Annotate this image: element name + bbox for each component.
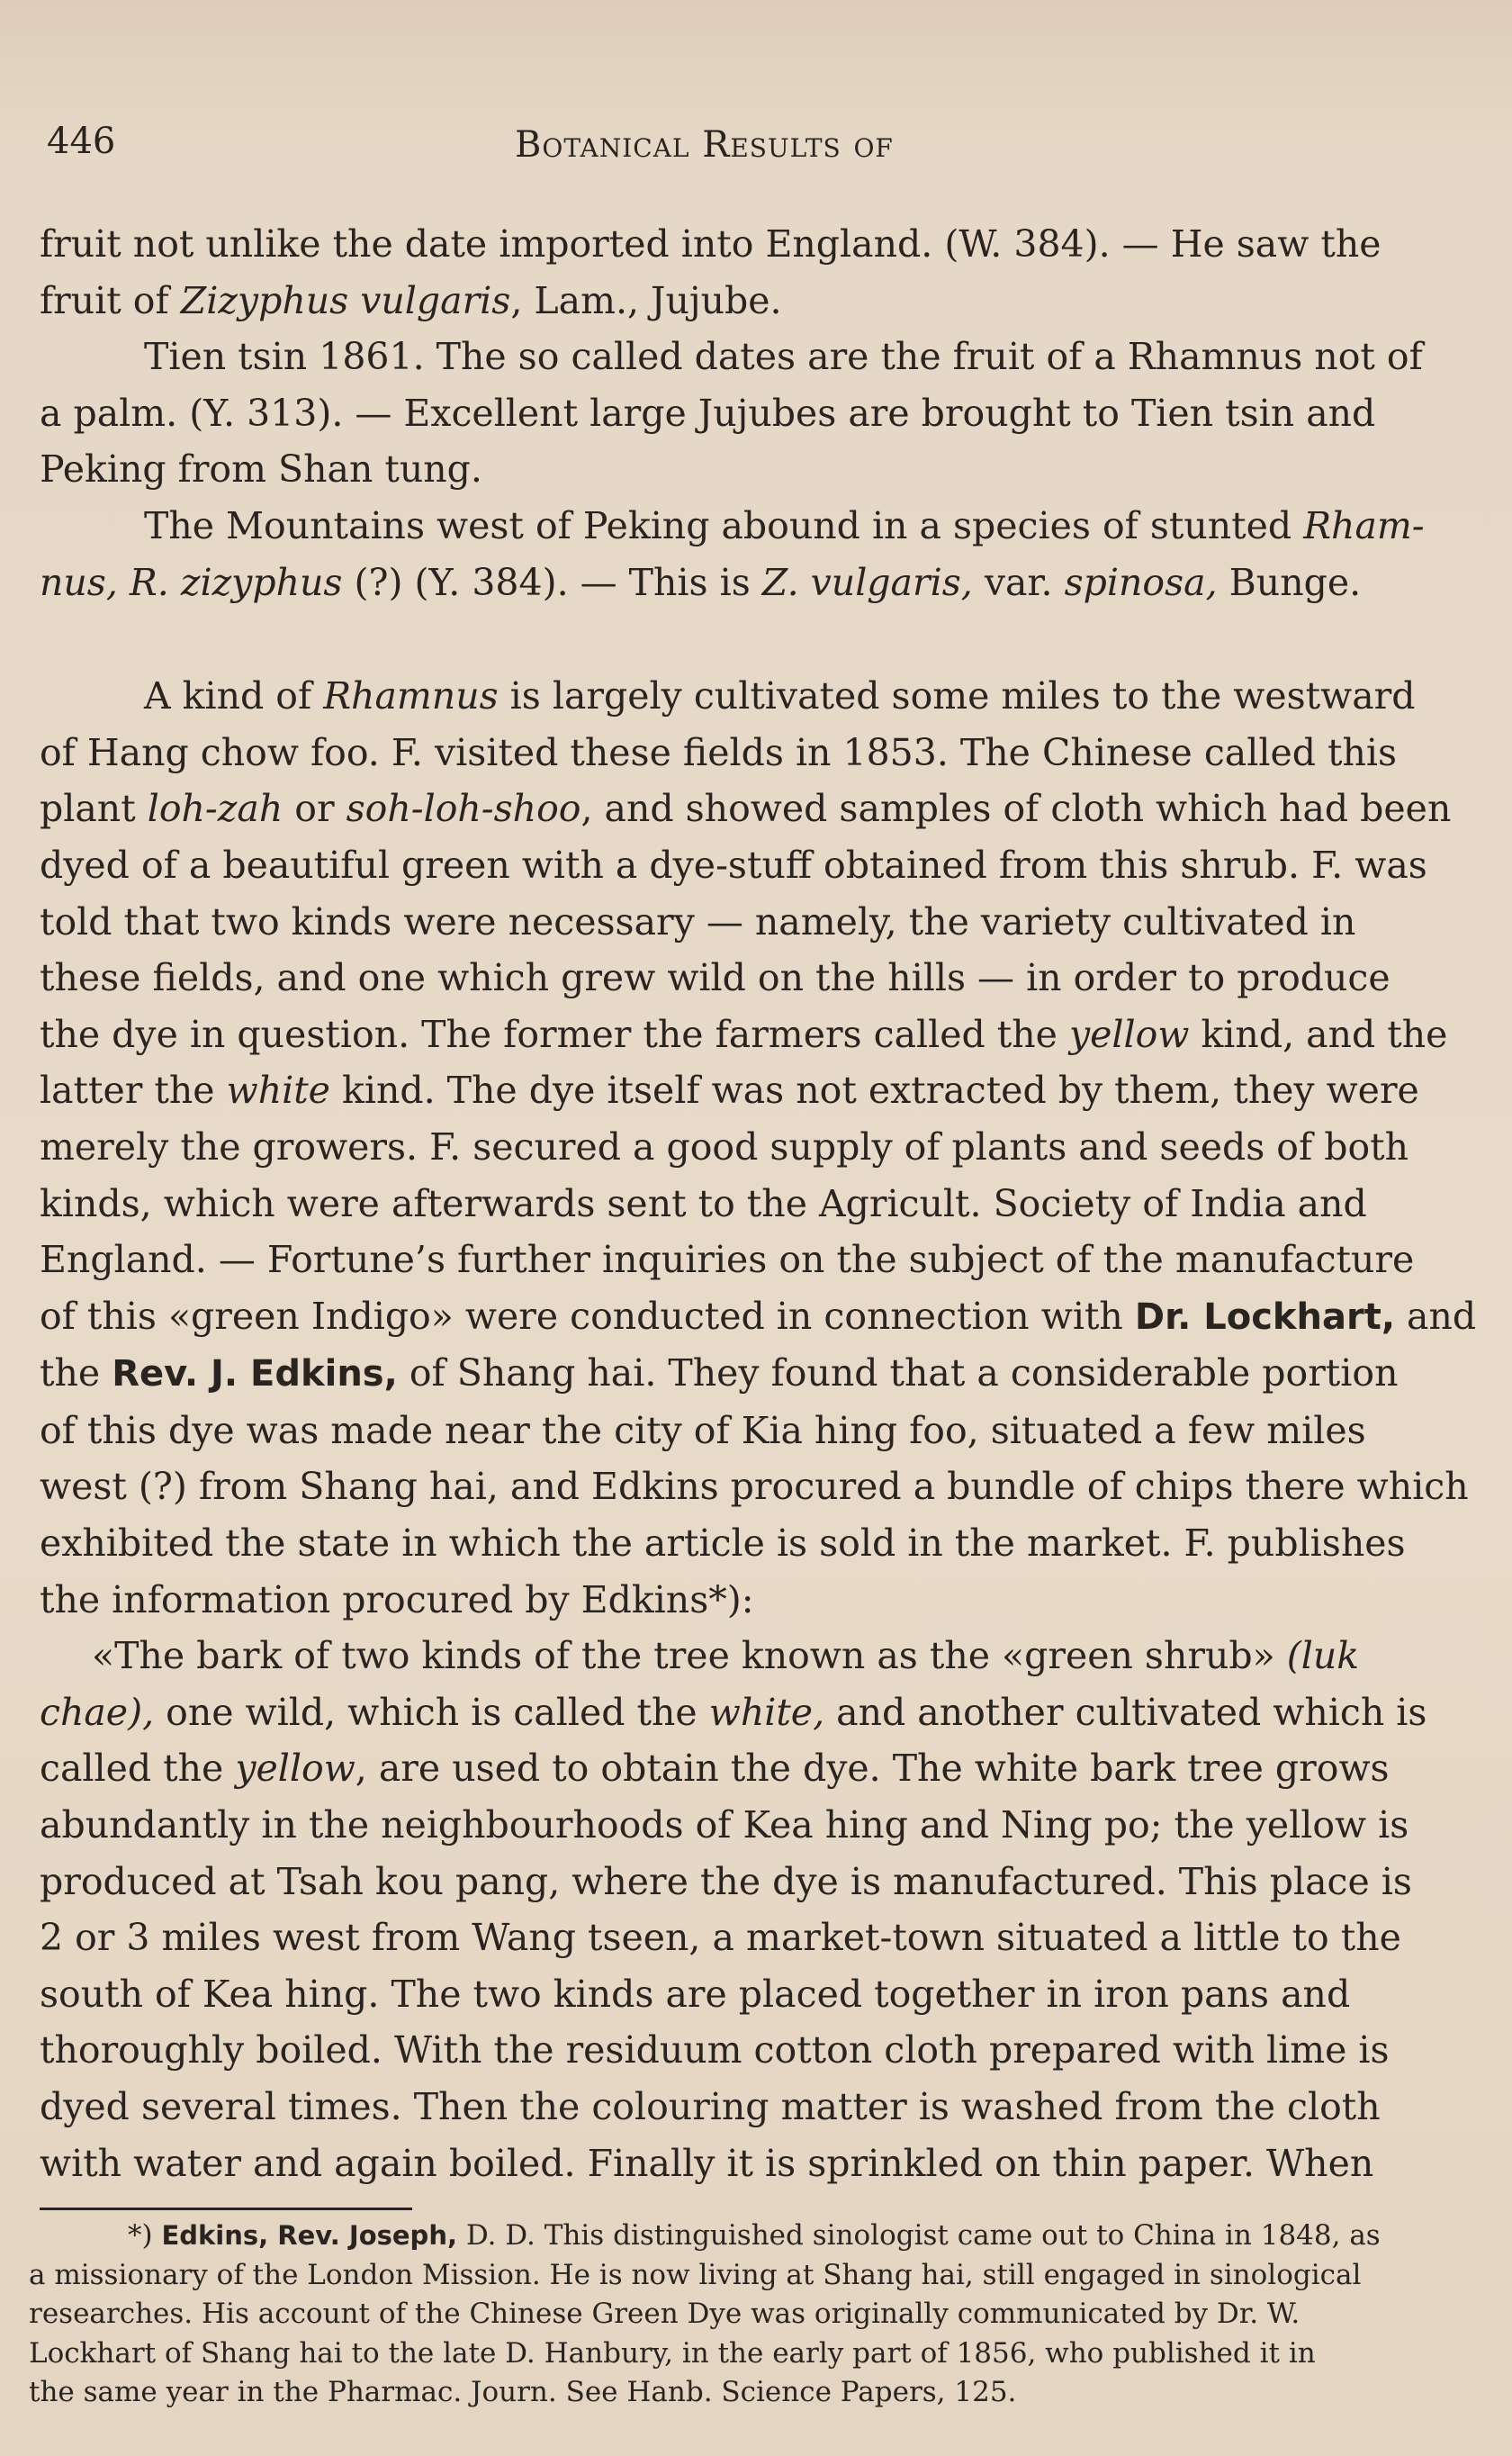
text-run: called the xyxy=(40,1747,236,1791)
text-line: thoroughly boiled. With the residuum cotton cloth prepared with lime is xyxy=(40,2028,1390,2072)
text-run: var. xyxy=(972,560,1065,604)
text-run: one wild, which is called the xyxy=(154,1690,709,1734)
footnote-line: the same year in the Pharmac. Journ. See Hanb. Science Papers, 125. xyxy=(29,2376,1017,2408)
text-run: the dye in question. The former the farmers called the xyxy=(40,1012,1069,1056)
text-line xyxy=(40,555,1408,611)
text-line: fruit not unlike the date imported into England. (W. 384). — He saw the xyxy=(40,222,1382,266)
species-name: Z. vulgaris, xyxy=(761,560,973,604)
text-line: Tien tsin 1861. The so called dates are the fruit of a Rhamnus not of xyxy=(144,335,1423,379)
body-text xyxy=(40,216,1477,2191)
text-line xyxy=(40,1684,1427,1741)
text-run: fruit of xyxy=(40,278,181,322)
text-run: The Mountains west of Peking abound in a species of stunted xyxy=(144,503,1304,547)
text-run: , are used to obtain the dye. The white bark tree grows xyxy=(355,1747,1390,1791)
text-line: a palm. (Y. 313). — Excellent large Jujubes are brought to Tien tsin and xyxy=(40,391,1376,435)
species-name: Zizyphus vulgaris xyxy=(180,278,511,322)
paragraph-2 xyxy=(40,329,1423,498)
footnote-line: a missionary of the London Mission. He is now living at Shang hai, still engaged in sinological xyxy=(29,2258,1362,2291)
text-run: A kind of xyxy=(144,674,324,718)
text-line: the information procured by Edkins*): xyxy=(40,1577,754,1621)
text-line: dyed of a beautiful green with a dye-stuff obtained from this shrub. F. was xyxy=(40,843,1427,887)
text-line xyxy=(40,498,1425,555)
text-run: or xyxy=(283,787,346,831)
text-run: latter the xyxy=(40,1069,227,1113)
text-line: of Hang chow foo. F. visited these fields in 1853. The Chinese called this xyxy=(40,730,1398,774)
text-line xyxy=(40,1288,1477,1346)
text-line: told that two kinds were necessary — namely, the variety cultivated in xyxy=(40,899,1356,944)
paragraph-3 xyxy=(40,498,1425,610)
text-line: these fields, and one which grew wild on the hills — in order to produce xyxy=(40,956,1390,1000)
text-line: Peking from Shan tung. xyxy=(40,447,482,492)
text-run: is largely cultivated some miles to the westward xyxy=(498,674,1416,718)
text-line xyxy=(40,1628,1408,1684)
text-line: west (?) from Shang hai, and Edkins procured a bundle of chips there which xyxy=(40,1465,1469,1509)
emphasis: white, xyxy=(708,1690,825,1734)
text-run: , and showed samples of cloth which had been xyxy=(580,787,1452,831)
chinese-term: chae), xyxy=(40,1690,155,1734)
text-run: and another cultivated which is xyxy=(824,1690,1427,1734)
text-line: dyed several times. Then the colouring matter is washed from the cloth xyxy=(40,2085,1381,2128)
footnote-name: Edkins, Rev. Joseph, xyxy=(161,2220,457,2251)
emphasis: yellow xyxy=(235,1747,356,1791)
text-run: D. D. This distinguished sinologist came out to China in 1848, as xyxy=(456,2219,1381,2252)
page-header xyxy=(47,121,1404,175)
footnote-line: Lockhart of Shang hai to the late D. Hanbury, in the early part of 1856, who published it in xyxy=(29,2336,1316,2370)
paragraph-5 xyxy=(40,1628,1427,2191)
text-run: of this «green Indigo» were conducted in connection with xyxy=(40,1294,1135,1338)
text-run: the xyxy=(40,1351,112,1395)
text-run: kind, and the xyxy=(1189,1012,1448,1056)
chinese-term: loh-zah xyxy=(147,787,284,831)
footnote-line: researches. His account of the Chinese Green Dye was originally communicated by Dr. W. xyxy=(29,2298,1300,2330)
footnote-rule xyxy=(40,2208,412,2210)
chinese-term: (luk xyxy=(1286,1634,1360,1678)
text-line xyxy=(40,273,1408,330)
text-run: , Lam., Jujube. xyxy=(510,278,782,322)
running-head: Botanical Results of xyxy=(515,124,894,166)
footnote xyxy=(29,2217,1415,2413)
genus-name: Rhamnus xyxy=(323,674,499,718)
variety-name: spinosa, xyxy=(1064,560,1218,604)
text-run: kind. The dye itself was not extracted by them, they were xyxy=(329,1069,1419,1113)
text-line: south of Kea hing. The two kinds are placed together in iron pans and xyxy=(40,1972,1351,2016)
text-run: (?) (Y. 384). — This is xyxy=(342,560,762,604)
text-line xyxy=(40,668,1416,725)
text-line: of this dye was made near the city of Kia hing foo, situated a few miles xyxy=(40,1408,1366,1452)
text-line: England. — Fortune’s further inquiries on the subject of the manufacture xyxy=(40,1238,1415,1282)
footnote-marker: *) xyxy=(128,2219,162,2252)
text-run: plant xyxy=(40,787,148,831)
text-line: kinds, which were afterwards sent to the Agricult. Society of India and xyxy=(40,1181,1367,1225)
genus-name: Rham- xyxy=(1303,503,1425,547)
species-name: nus, R. zizyphus xyxy=(40,560,343,604)
text-line: 2 or 3 miles west from Wang tseen, a market-town situated a little to the xyxy=(40,1916,1401,1960)
text-line xyxy=(40,1062,1419,1119)
text-line xyxy=(40,1740,1408,1797)
text-line xyxy=(40,781,1452,837)
chinese-term: soh-loh-shoo xyxy=(346,787,581,831)
text-run: Bunge. xyxy=(1217,560,1362,604)
page-number: 446 xyxy=(47,121,116,162)
person-name: Rev. J. Edkins, xyxy=(112,1353,398,1395)
text-line: with water and again boiled. Finally it is sprinkled on thin paper. When xyxy=(40,2141,1374,2185)
footnote-line xyxy=(29,2217,1415,2256)
text-line xyxy=(40,1007,1448,1063)
paragraph-1 xyxy=(40,216,1408,329)
emphasis: yellow xyxy=(1068,1012,1190,1056)
text-line: produced at Tsah kou pang, where the dye is manufactured. This place is xyxy=(40,1859,1412,1903)
paragraph-4 xyxy=(40,668,1477,1628)
person-name: Dr. Lockhart, xyxy=(1134,1296,1396,1338)
paragraph-gap xyxy=(40,610,1408,668)
text-run: «The bark of two kinds of the tree known as the «green shrub» xyxy=(92,1634,1287,1678)
text-run: of Shang hai. They found that a considerable portion xyxy=(397,1351,1399,1395)
text-run: and xyxy=(1395,1294,1477,1338)
emphasis: white xyxy=(226,1069,330,1113)
text-line: merely the growers. F. secured a good supply of plants and seeds of both xyxy=(40,1124,1409,1169)
text-line xyxy=(40,1345,1408,1403)
text-line: abundantly in the neighbourhoods of Kea hing and Ning po; the yellow is xyxy=(40,1803,1409,1847)
text-line: exhibited the state in which the article is sold in the market. F. publishes xyxy=(40,1521,1406,1566)
